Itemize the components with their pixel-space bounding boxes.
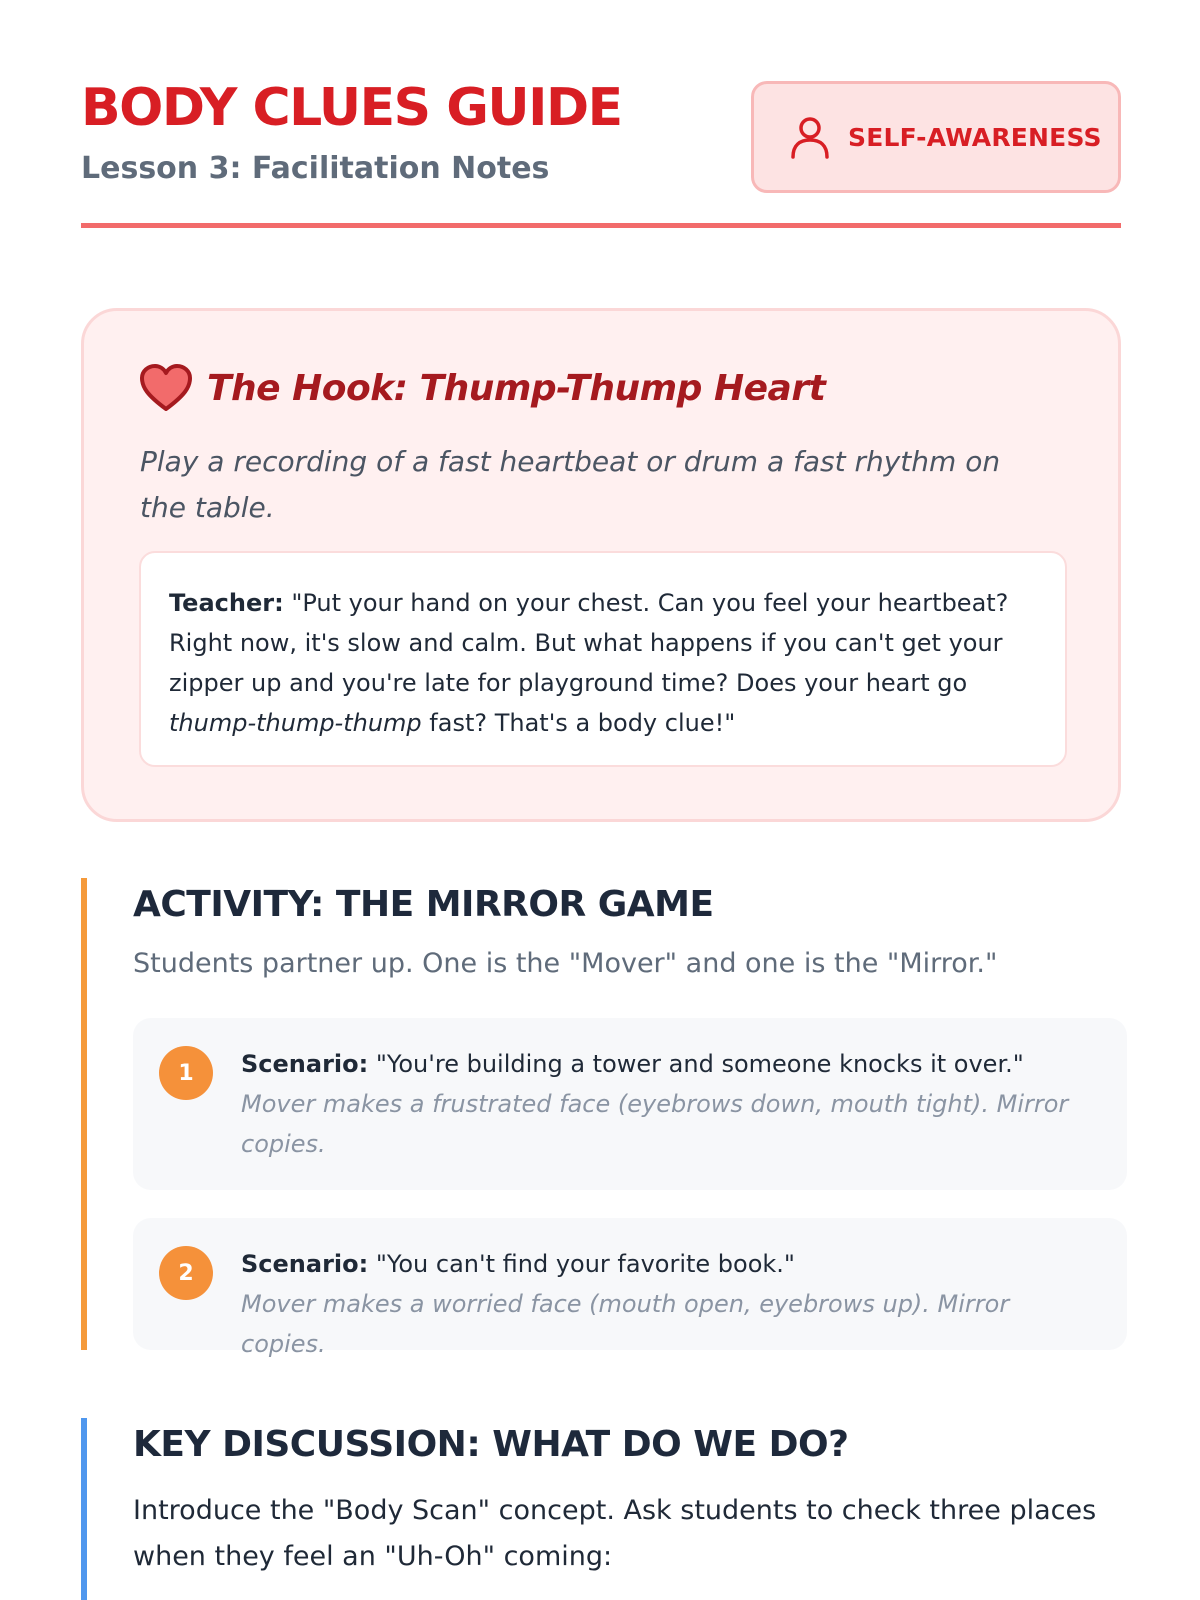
page-title: BODY CLUES GUIDE <box>81 78 622 138</box>
quote-speaker: Teacher: <box>169 589 284 617</box>
hook-card <box>81 308 1121 822</box>
quote-text-after: fast? That's a body clue!" <box>421 709 736 737</box>
scenario-label: Scenario: <box>241 1250 369 1278</box>
scenario-note: Mover makes a frustrated face (eyebrows down, mouth tight). Mirror copies. <box>241 1090 1069 1158</box>
scenario-quote: "You can't find your favorite book." <box>368 1250 795 1278</box>
page-subtitle: Lesson 3: Facilitation Notes <box>81 151 550 186</box>
scenario-text <box>241 1044 1101 1164</box>
page-header <box>81 76 1121 228</box>
hook-title: The Hook: Thump-Thump Heart <box>207 367 826 409</box>
discussion-section <box>81 1418 1121 1600</box>
quote-text-before: "Put your hand on your chest. Can you feel your heartbeat? Right now, it's slow and calm. But what happens if you can't get your zipper up and you're late for playground time? Does your heart go <box>169 589 1009 697</box>
scenario-prompt <box>241 1244 1101 1284</box>
activity-intro: Students partner up. One is the "Mover" and one is the "Mirror." <box>133 948 998 979</box>
user-icon <box>786 113 834 161</box>
heart-icon <box>139 363 193 413</box>
quote-emphasis: thump-thump-thump <box>169 709 422 737</box>
discussion-intro: Introduce the "Body Scan" concept. Ask students to check three places when they feel an "Uh-Oh" coming: <box>133 1495 1097 1572</box>
self-awareness-badge <box>751 81 1121 193</box>
scenario-text <box>241 1244 1101 1364</box>
scenario-prompt <box>241 1044 1101 1084</box>
discussion-title: KEY DISCUSSION: WHAT DO WE DO? <box>133 1424 849 1465</box>
badge-label: SELF-AWARENESS <box>848 122 1102 152</box>
scenario-number-badge: 1 <box>159 1046 213 1100</box>
scenario-number-badge: 2 <box>159 1246 213 1300</box>
teacher-quote <box>139 551 1067 767</box>
scenario-label: Scenario: <box>241 1050 369 1078</box>
hook-title-row <box>139 363 825 413</box>
activity-title: ACTIVITY: THE MIRROR GAME <box>133 884 714 925</box>
hook-intro: Play a recording of a fast heartbeat or drum a fast rhythm on the table. <box>140 445 1001 524</box>
scenario-card <box>133 1218 1127 1358</box>
scenario-note: Mover makes a worried face (mouth open, eyebrows up). Mirror copies. <box>241 1290 1010 1358</box>
activity-section <box>81 878 1121 1358</box>
scenario-quote: "You're building a tower and someone knocks it over." <box>368 1050 1024 1078</box>
scenario-card <box>133 1018 1127 1190</box>
